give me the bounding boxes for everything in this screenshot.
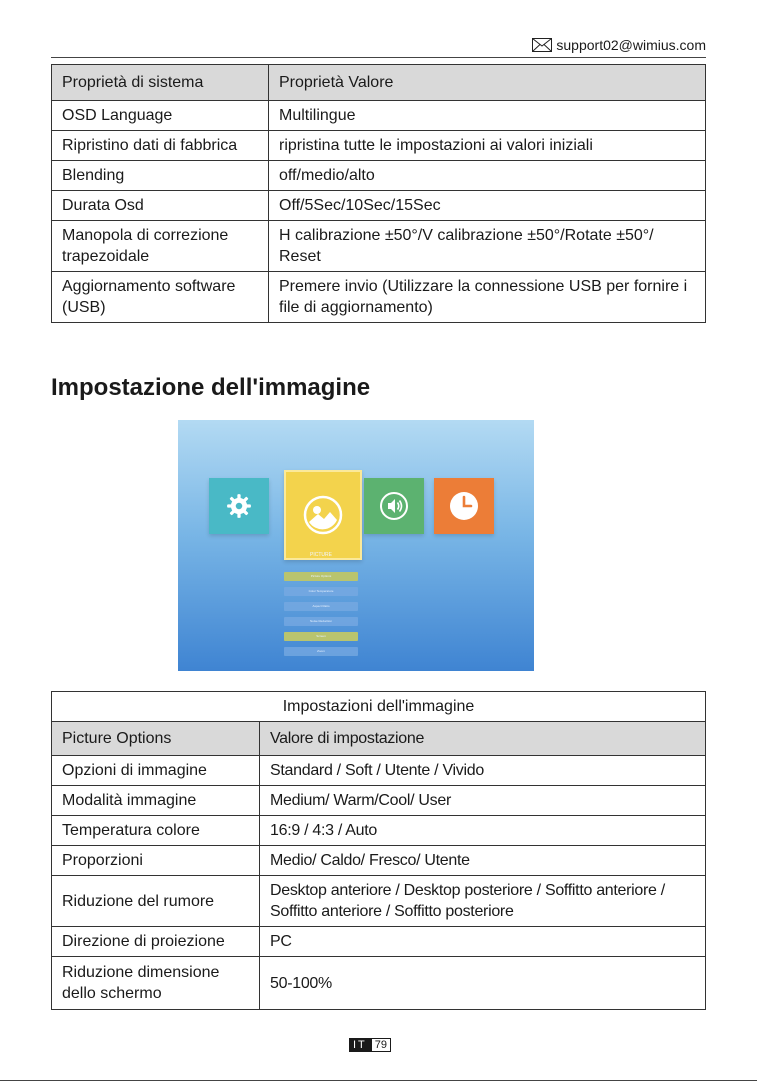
settings-tile (209, 478, 269, 534)
table-row (52, 101, 706, 131)
picture-submenu (284, 572, 358, 662)
picture-tile (284, 470, 362, 560)
option-cell: Proporzioni (52, 846, 260, 876)
picture-label: PICTURE (310, 552, 332, 558)
time-tile (434, 478, 494, 534)
property-cell: Blending (52, 161, 269, 191)
table-row (52, 221, 706, 272)
header-cell: Picture Options (52, 722, 260, 756)
table-row (52, 131, 706, 161)
support-email (532, 37, 706, 53)
email-text[interactable]: support02@wimius.com (556, 37, 706, 53)
picture-settings-table (51, 691, 706, 1010)
menu-item: Picture Options (284, 572, 358, 581)
table-header-row (52, 65, 706, 101)
header-cell: Proprietà di sistema (52, 65, 269, 101)
value-cell: H calibrazione ±50°/V calibrazione ±50°/Rotate ±50°/ Reset (269, 221, 706, 272)
menu-item: Noise Reduction (284, 617, 358, 626)
option-cell: Riduzione del rumore (52, 876, 260, 927)
property-cell: Durata Osd (52, 191, 269, 221)
table-row (52, 272, 706, 323)
page-number: 79 (371, 1038, 391, 1052)
picture-icon (303, 495, 343, 535)
envelope-icon (532, 38, 552, 52)
header-cell: Proprietà Valore (269, 65, 706, 101)
table-title: Impostazioni dell'immagine (52, 692, 706, 722)
value-cell: Standard / Soft / Utente / Vivido (260, 756, 706, 786)
value-cell: 16:9 / 4:3 / Auto (260, 816, 706, 846)
value-cell: Premere invio (Utilizzare la connessione USB per fornire i file di aggiornamento) (269, 272, 706, 323)
table-row (52, 191, 706, 221)
picture-menu-screenshot (178, 420, 534, 671)
value-cell: PC (260, 927, 706, 957)
option-cell: Riduzione dimensione dello schermo (52, 957, 260, 1010)
value-cell: 50-100% (260, 957, 706, 1010)
table-row (52, 927, 706, 957)
menu-item: Screen (284, 632, 358, 641)
speaker-icon (379, 491, 409, 521)
table-title-row (52, 692, 706, 722)
table-row (52, 957, 706, 1010)
value-cell: Off/5Sec/10Sec/15Sec (269, 191, 706, 221)
value-cell: ripristina tutte le impostazioni ai valori iniziali (269, 131, 706, 161)
section-title: Impostazione dell'immagine (51, 374, 371, 401)
table-row (52, 161, 706, 191)
table-row (52, 786, 706, 816)
option-cell: Temperatura colore (52, 816, 260, 846)
value-cell: Multilingue (269, 101, 706, 131)
value-cell: Medio/ Caldo/ Fresco/ Utente (260, 846, 706, 876)
table-row (52, 846, 706, 876)
option-cell: Opzioni di immagine (52, 756, 260, 786)
value-cell: off/medio/alto (269, 161, 706, 191)
value-cell: Desktop anteriore / Desktop posteriore / Soffitto anteriore / Soffitto anteriore / Soffitto posteriore (260, 876, 706, 927)
table-row (52, 816, 706, 846)
header-cell: Valore di impostazione (260, 722, 706, 756)
property-cell: Ripristino dati di fabbrica (52, 131, 269, 161)
clock-icon (448, 490, 480, 522)
sound-tile (364, 478, 424, 534)
header-divider (51, 57, 706, 58)
menu-item: Aspect Ratio (284, 602, 358, 611)
table-row (52, 876, 706, 927)
value-cell: Medium/ Warm/Cool/ User (260, 786, 706, 816)
table-row (52, 756, 706, 786)
option-cell: Direzione di proiezione (52, 927, 260, 957)
footer-divider (0, 1080, 757, 1081)
page-footer (349, 1038, 391, 1052)
gear-icon (226, 493, 252, 519)
menu-item: Zoom (284, 647, 358, 656)
property-cell: Aggiornamento software (USB) (52, 272, 269, 323)
property-cell: OSD Language (52, 101, 269, 131)
property-cell: Manopola di correzione trapezoidale (52, 221, 269, 272)
option-cell: Modalità immagine (52, 786, 260, 816)
system-properties-table (51, 64, 706, 323)
language-badge: IT (349, 1038, 371, 1052)
menu-item: Color Temperature (284, 587, 358, 596)
table-header-row (52, 722, 706, 756)
